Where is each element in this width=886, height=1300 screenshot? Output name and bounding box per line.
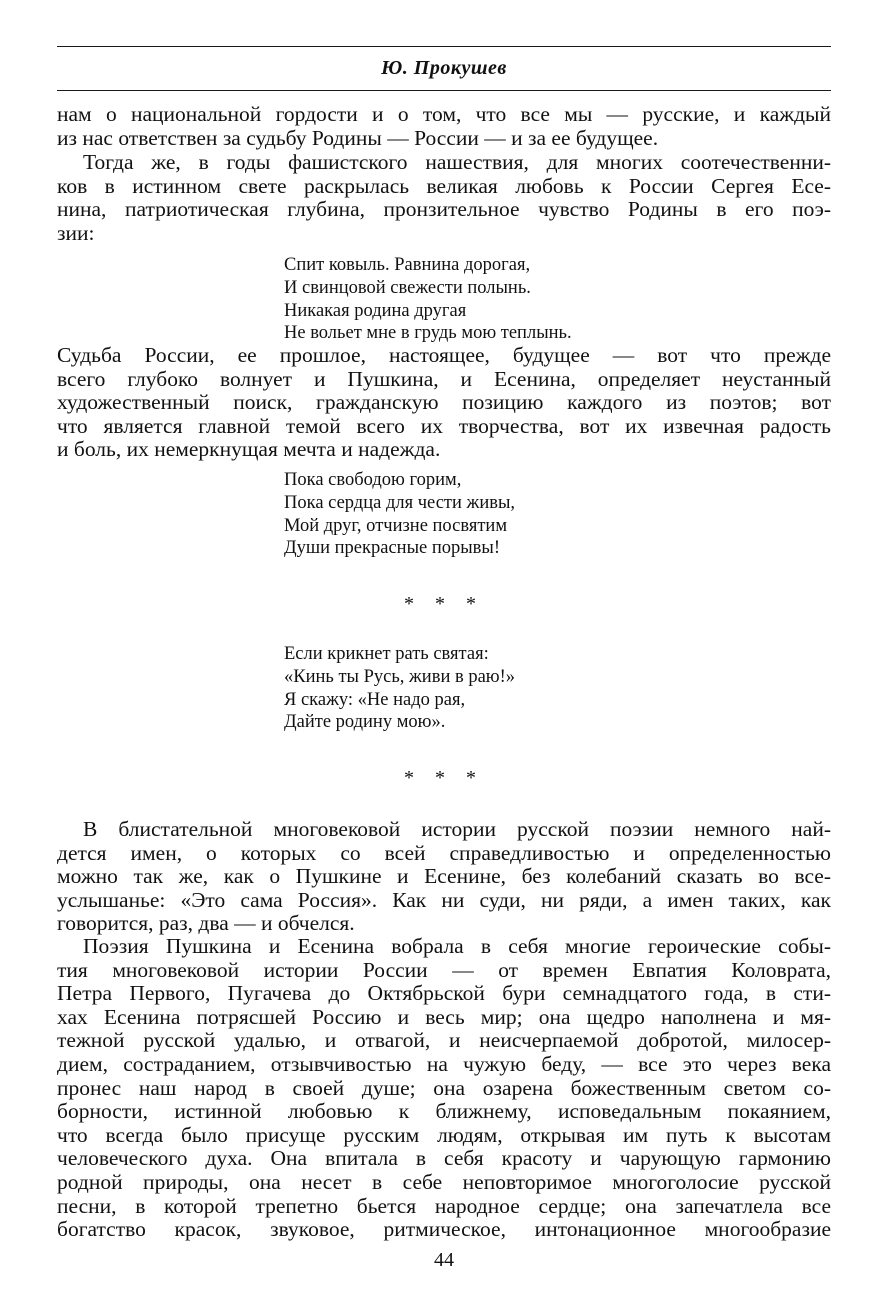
text-line: человеческого духа. Она впитала в себя красоту и чарующую гармонию <box>57 1146 831 1171</box>
text-line: что всегда было присуще русским людям, открывая им путь к высотам <box>57 1122 831 1147</box>
text-line: нам о национальной гордости и о том, что все мы — русские, и каждый <box>57 102 831 126</box>
text-line: песни, в которой трепетно бьется народное сердце; она запечатлела все <box>57 1193 831 1218</box>
text-line: хах Есенина потрясшей Россию и весь мир; она щедро наполнена и мя- <box>57 1004 831 1029</box>
verse-esenin <box>284 254 572 345</box>
verse-line: Мой друг, отчизне посвятим <box>284 515 508 536</box>
page-number: 44 <box>434 1249 454 1271</box>
section-separator: * * * <box>404 767 484 789</box>
verse-esenin-rus <box>284 643 515 734</box>
verse-line: Пока сердца для чести живы, <box>284 492 516 513</box>
verse-line: Дайте родину мою». <box>284 712 446 733</box>
text-line: родной природы, она несет в себе неповторимое многоголосие русской <box>57 1169 831 1194</box>
verse-line: Пока свободою горим, <box>284 470 462 490</box>
text-line: говорится, раз, два — и обчелся. <box>57 911 355 936</box>
text-line: Поэзия Пушкина и Есенина вобрала в себя многие героические собы- <box>83 934 831 958</box>
verse-line: И свинцовой свежести полынь. <box>284 277 531 298</box>
text-line: что является главной темой всего их творчества, вот их извечная радость <box>57 413 831 438</box>
header-rule-top <box>57 46 831 47</box>
text-line: богатство красок, звуковое, ритмическое, интонационное многообразие <box>57 1217 831 1242</box>
text-line: Тогда же, в годы фашистского нашествия, для многих соотечественни- <box>83 150 831 174</box>
text-line: тежной русской удалью, и отвагой, и неисчерпаемой добротой, милосер- <box>57 1028 831 1053</box>
text-line: зии: <box>57 220 95 245</box>
text-line: дется имен, о которых со всей справедливостью и определенностью <box>57 840 831 865</box>
header-rule-bottom <box>57 90 831 91</box>
text-line: услышанье: «Это сама Россия». Как ни суди, ни ряди, а имен таких, как <box>57 887 831 912</box>
verse-line: Я скажу: «Не надо рая, <box>284 689 466 710</box>
text-line: всего глубоко волнует и Пушкина, и Есенина, определяет неустанный <box>57 366 831 391</box>
paragraph-5 <box>57 935 831 1242</box>
text-line: и боль, их немеркнущая мечта и надежда. <box>57 437 441 462</box>
text-line: В блистательной многовековой истории русской поэзии немного най- <box>83 817 831 841</box>
verse-line: Если крикнет рать святая: <box>284 644 489 664</box>
running-title: Ю. Прокушев <box>381 57 507 79</box>
text-line: пронес наш народ в своей душе; она озарена божественным светом со- <box>57 1075 831 1100</box>
text-line: нина, патриотическая глубина, пронзительное чувство Родины в его поэ- <box>57 197 831 222</box>
text-line: можно так же, как о Пушкине и Есенине, без колебаний сказать во все- <box>57 864 831 889</box>
paragraph-1 <box>57 103 831 150</box>
paragraph-4 <box>57 818 831 936</box>
verse-line: Никакая родина другая <box>284 300 467 321</box>
text-line: из нас ответствен за судьбу Родины — России — и за ее будущее. <box>57 125 659 150</box>
verse-line: «Кинь ты Русь, живи в раю!» <box>284 666 516 687</box>
text-line: Петра Первого, Пугачева до Октябрьской бури семнадцатого года, в сти- <box>57 981 831 1006</box>
text-line: борности, истинной любовью к ближнему, исповедальным покаянием, <box>57 1099 831 1124</box>
text-line: Судьба России, ее прошлое, настоящее, будущее — вот что прежде <box>57 343 831 367</box>
verse-line: Спит ковыль. Равнина дорогая, <box>284 255 531 275</box>
verse-pushkin <box>284 469 515 560</box>
paragraph-2 <box>57 151 831 245</box>
paragraph-3 <box>57 344 831 462</box>
text-line: художественный поиск, гражданскую позицию каждого из поэтов; вот <box>57 390 831 415</box>
verse-line: Души прекрасные порывы! <box>284 538 500 559</box>
text-line: ков в истинном свете раскрылась великая любовь к России Сергея Есе- <box>57 173 831 198</box>
section-separator: * * * <box>404 593 484 615</box>
verse-line: Не вольет мне в грудь мою теплынь. <box>284 323 572 344</box>
text-line: дием, состраданием, отзывчивостью на чужую беду, — все это через века <box>57 1051 831 1076</box>
text-line: тия многовековой истории России — от времен Евпатия Коловрата, <box>57 957 831 982</box>
